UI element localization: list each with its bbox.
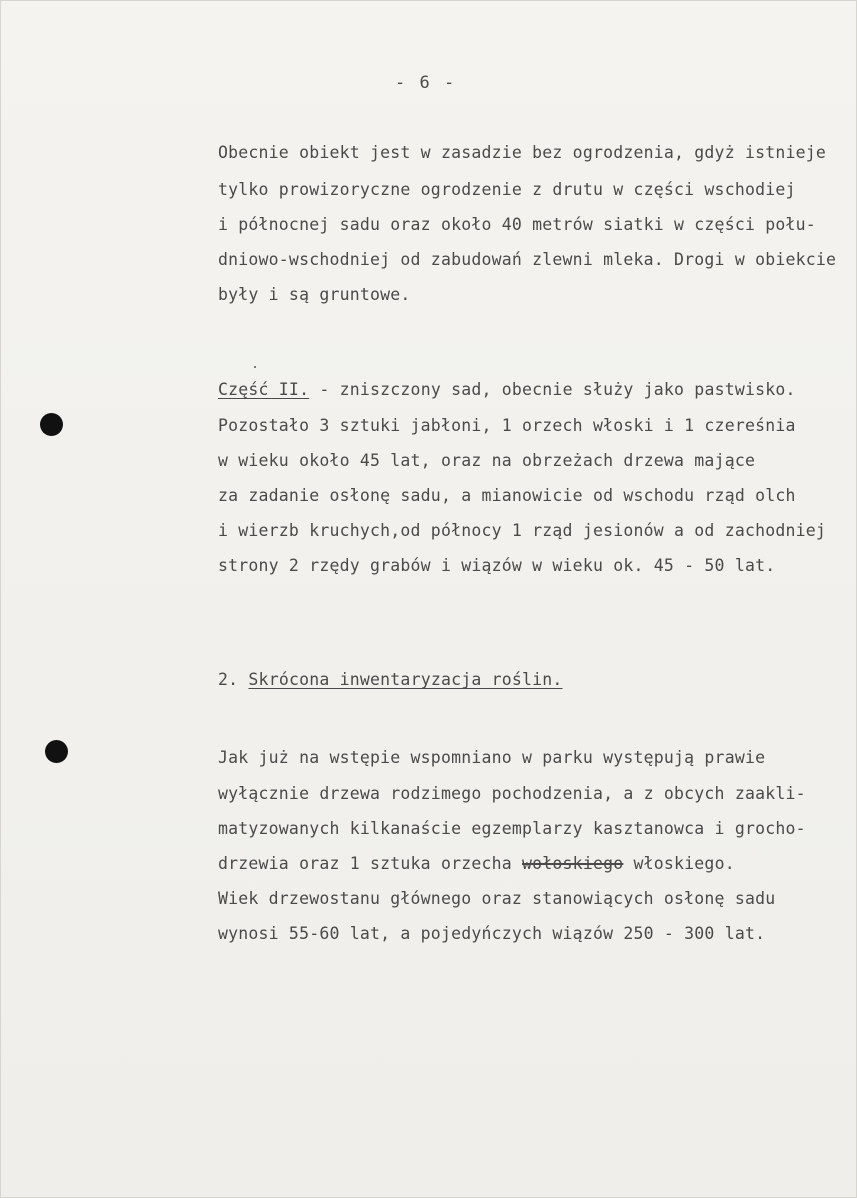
paragraph-line: Pozostało 3 sztuki jabłoni, 1 orzech włoski i 1 czereśnia <box>218 416 796 435</box>
paragraph-line: strony 2 rzędy grabów i wiązów w wieku ok. 45 - 50 lat. <box>218 556 776 575</box>
paragraph-line: matyzowanych kilkanaście egzemplarzy kasztanowca i grocho- <box>218 819 806 838</box>
paragraph-line: w wieku około 45 lat, oraz na obrzeżach drzewa mające <box>218 451 756 470</box>
page-number: - 6 - <box>395 73 457 93</box>
paragraph-line: Jak już na wstępie wspomniano w parku występują prawie <box>218 748 766 767</box>
section-title: Skrócona inwentaryzacja roślin. <box>248 670 563 689</box>
paragraph-line: Obecnie obiekt jest w zasadzie bez ogrodzenia, gdyż istnieje <box>218 143 827 162</box>
section-number: 2. <box>218 670 239 689</box>
part-heading: Część II. <box>218 380 310 399</box>
section-heading <box>218 670 563 689</box>
line-text: drzewia oraz 1 sztuka orzecha <box>218 854 523 873</box>
paragraph-line: dniowo-wschodniej od zabudowań zlewni mleka. Drogi w obiekcie <box>218 250 837 269</box>
struck-word: wołoskiego <box>522 854 624 873</box>
paragraph-line: wyłącznie drzewa rodzimego pochodzenia, a z obcych zaakli- <box>218 784 806 803</box>
paragraph-line: za zadanie osłonę sadu, a mianowicie od wschodu rząd olch <box>218 486 796 505</box>
paragraph-line: Wiek drzewostanu głównego oraz stanowiących osłonę sadu <box>218 889 776 908</box>
paragraph-line <box>218 380 796 399</box>
paragraph-line: i wierzb kruchych,od północy 1 rząd jesionów a od zachodniej <box>218 521 827 540</box>
paragraph-line <box>218 854 735 873</box>
paragraph-line: i północnej sadu oraz około 40 metrów siatki w części połu- <box>218 215 816 234</box>
line-text: włoskiego. <box>623 854 735 873</box>
paragraph-line: były i są gruntowe. <box>218 285 411 304</box>
paragraph-line: tylko prowizoryczne ogrodzenie z drutu w części wschodiej <box>218 180 796 199</box>
binder-hole <box>40 413 63 436</box>
binder-hole <box>45 740 68 763</box>
stray-mark <box>254 366 256 368</box>
part-heading-rest: - zniszczony sad, obecnie służy jako pastwisko. <box>309 380 796 399</box>
paragraph-line: wynosi 55-60 lat, a pojedyńczych wiązów 250 - 300 lat. <box>218 924 766 943</box>
